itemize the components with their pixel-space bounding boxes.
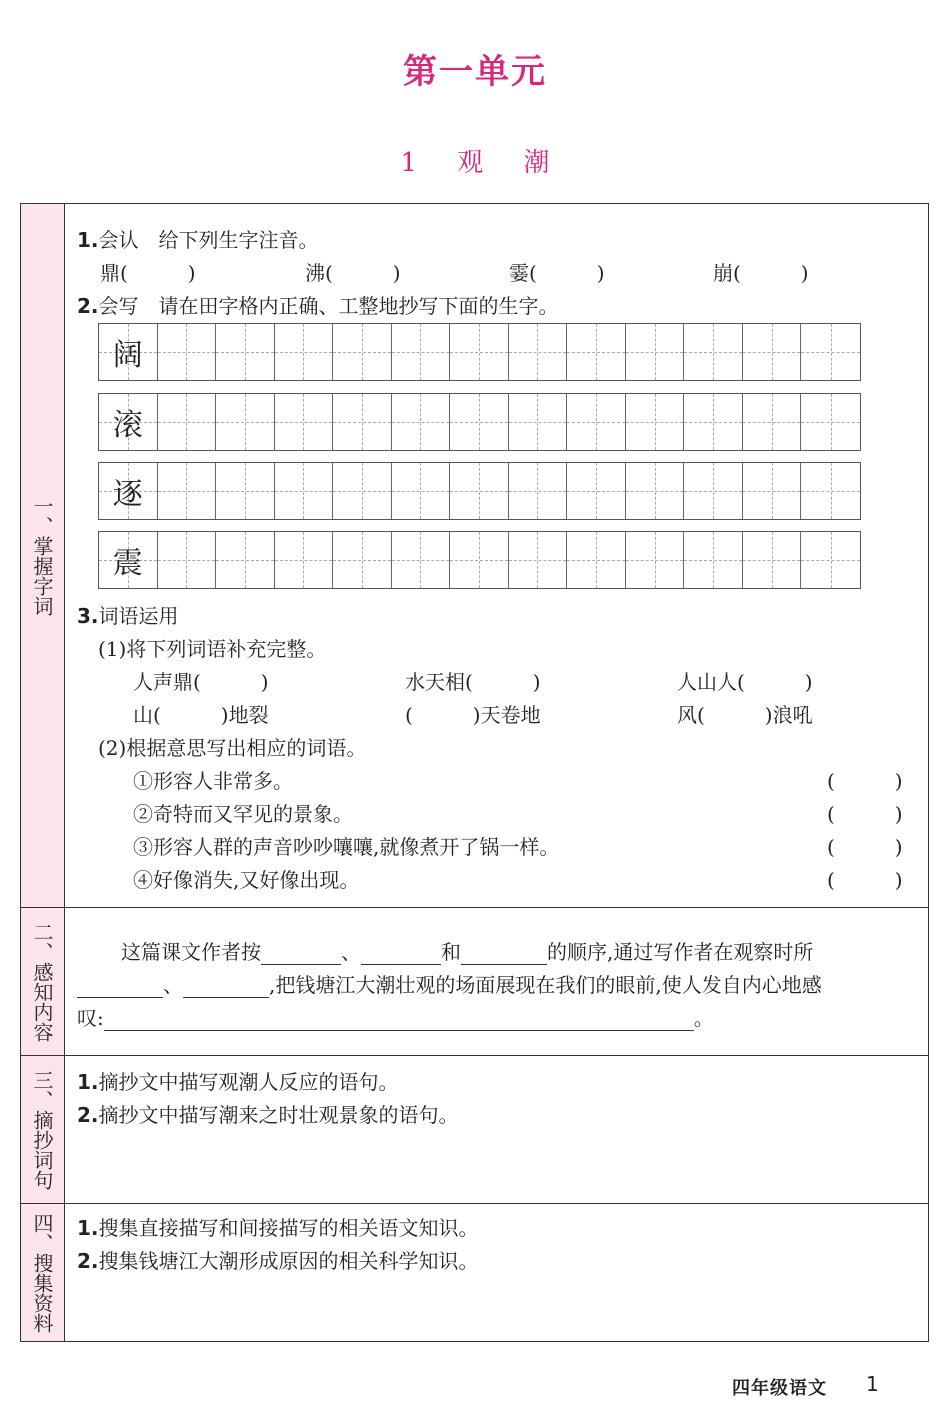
paragraph-line-3: 叹: 。 <box>77 1006 714 1030</box>
section-content <box>65 1204 928 1341</box>
lesson-title-char-1: 观 <box>457 148 484 178</box>
idiom-item[interactable]: 人声鼎( ) <box>133 670 269 694</box>
section-content <box>65 1056 928 1203</box>
paragraph-line-1: 这篇课文作者按 、 和 的顺序,通过写作者在观察时所 <box>121 940 814 964</box>
meaning-item: ④好像消失,又好像出现。 <box>133 868 360 892</box>
pinyin-item[interactable]: 霎( ) <box>509 261 605 285</box>
footer-subject: 四年级语文 <box>732 1378 827 1399</box>
answer-blank[interactable]: ( ) <box>827 835 903 859</box>
writing-grid-row[interactable] <box>98 323 861 381</box>
meaning-item: ②奇特而又罕见的景象。 <box>133 802 353 826</box>
section-content <box>65 908 928 1055</box>
lesson-title <box>0 142 950 179</box>
page-number: 1 <box>866 1372 879 1396</box>
fill-blank[interactable] <box>183 978 269 998</box>
paragraph-line-2: 、 ,把钱塘江大潮壮观的场面展现在我们的眼前,使人发自内心地感 <box>77 969 822 998</box>
grid-model-char: 逐 <box>112 477 143 512</box>
answer-blank[interactable]: ( ) <box>827 802 903 826</box>
section-content <box>65 204 928 907</box>
idiom-item[interactable]: 风( )浪吼 <box>677 703 813 727</box>
lesson-title-char-2: 潮 <box>523 148 550 178</box>
grid-model-char: 滚 <box>112 408 143 443</box>
section-label-box <box>21 204 65 907</box>
fill-blank[interactable] <box>461 945 547 965</box>
section-label-box <box>21 1204 65 1341</box>
section-label: 三、摘抄词句 <box>30 1069 54 1190</box>
pinyin-item[interactable]: 鼎( ) <box>100 261 196 285</box>
fill-blank[interactable] <box>104 1011 694 1031</box>
idiom-item[interactable]: 水天相( ) <box>405 670 541 694</box>
fill-blank[interactable] <box>261 945 341 965</box>
pinyin-item[interactable]: 沸( ) <box>305 261 401 285</box>
meaning-item: ③形容人群的声音吵吵嚷嚷,就像煮开了锅一样。 <box>133 835 560 859</box>
idiom-item[interactable]: 人山人( ) <box>677 670 813 694</box>
task-item: 2.搜集钱塘江大潮形成原因的相关科学知识。 <box>77 1249 479 1273</box>
idiom-item[interactable]: ( )天卷地 <box>405 703 541 727</box>
q3-sub1: (1)将下列词语补充完整。 <box>98 637 327 661</box>
section-label: 四、搜集资料 <box>30 1212 54 1333</box>
section-label: 二、感知内容 <box>30 921 54 1042</box>
answer-blank[interactable]: ( ) <box>827 868 903 892</box>
section-research <box>20 1204 929 1342</box>
section-label: 一、掌握字词 <box>30 495 54 616</box>
section-label-box <box>21 908 65 1055</box>
idiom-item[interactable]: 山( )地裂 <box>133 703 269 727</box>
section-label-box <box>21 1056 65 1203</box>
answer-blank[interactable]: ( ) <box>827 769 903 793</box>
task-item: 1.摘抄文中描写观潮人反应的语句。 <box>77 1070 399 1094</box>
section-excerpts <box>20 1056 929 1204</box>
unit-title: 第一单元 <box>403 52 547 92</box>
fill-blank[interactable] <box>361 945 441 965</box>
grid-model-char: 震 <box>112 546 143 581</box>
writing-grid-row[interactable] <box>98 531 861 589</box>
writing-grid-row[interactable] <box>98 462 861 520</box>
section-comprehension <box>20 908 929 1056</box>
task-item: 2.摘抄文中描写潮来之时壮观景象的语句。 <box>77 1103 459 1127</box>
grid-model-char: 阔 <box>112 338 143 373</box>
task-item: 1.搜集直接描写和间接描写的相关语文知识。 <box>77 1216 479 1240</box>
q2-heading: 2.会写 请在田字格内正确、工整地抄写下面的生字。 <box>77 294 559 318</box>
q3-heading: 3.词语运用 <box>77 604 179 628</box>
q1-heading: 1.会认 给下列生字注音。 <box>77 228 319 252</box>
pinyin-item[interactable]: 崩( ) <box>713 261 809 285</box>
lesson-number: 1 <box>400 148 417 178</box>
q3-sub2: (2)根据意思写出相应的词语。 <box>98 736 367 760</box>
meaning-item: ①形容人非常多。 <box>133 769 293 793</box>
fill-blank[interactable] <box>77 978 163 998</box>
section-vocabulary <box>20 203 929 908</box>
writing-grid-row[interactable] <box>98 393 861 451</box>
